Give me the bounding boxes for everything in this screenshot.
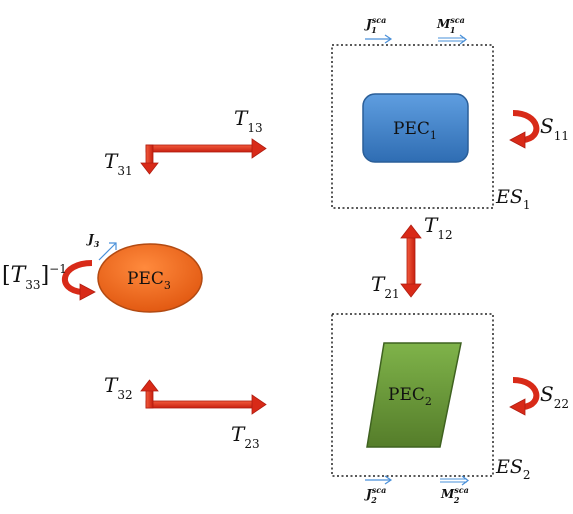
j3-label: $J_3$ [88, 232, 100, 249]
t12-t21-arrow [401, 225, 421, 297]
es2-label: $ES_2$ [496, 456, 531, 482]
m2-arrow [440, 476, 468, 485]
s22-label: $S_{22}$ [540, 382, 569, 411]
t32-label: $T_{32}$ [104, 373, 133, 402]
pec1-label: $PEC_1$ [393, 119, 437, 142]
t33-inverse-label: $[T_{33}]^{-1}$ [2, 262, 67, 292]
t32-t23-arrow [141, 380, 266, 414]
j2-label: $J^{sca}$ 2 [366, 485, 387, 505]
t12-label: $T_{12}$ [424, 213, 453, 242]
s11-label: $S_{11}$ [540, 114, 569, 143]
t21-label: $T_{21}$ [371, 272, 400, 301]
j1-label: $J^{sca}$ 1 [366, 15, 387, 35]
t31-label: $T_{31}$ [104, 149, 133, 178]
s11-curved-arrow [510, 113, 536, 148]
m2-label: $M^{sca}$ 2 [441, 485, 469, 505]
pec3-label: $PEC_3$ [127, 269, 171, 292]
t13-label: $T_{13}$ [234, 106, 263, 135]
t33-curved-arrow [65, 263, 95, 300]
j2-arrow [365, 476, 391, 484]
es1-label: $ES_1$ [496, 186, 531, 212]
t13-t31-arrow [141, 139, 266, 174]
s22-curved-arrow [510, 380, 536, 415]
j1-arrow [365, 35, 391, 43]
t23-label: $T_{23}$ [231, 422, 260, 451]
m1-label: $M^{sca}$ 1 [437, 15, 465, 35]
pec2-label: $PEC_2$ [388, 385, 432, 408]
m1-arrow [438, 35, 466, 44]
